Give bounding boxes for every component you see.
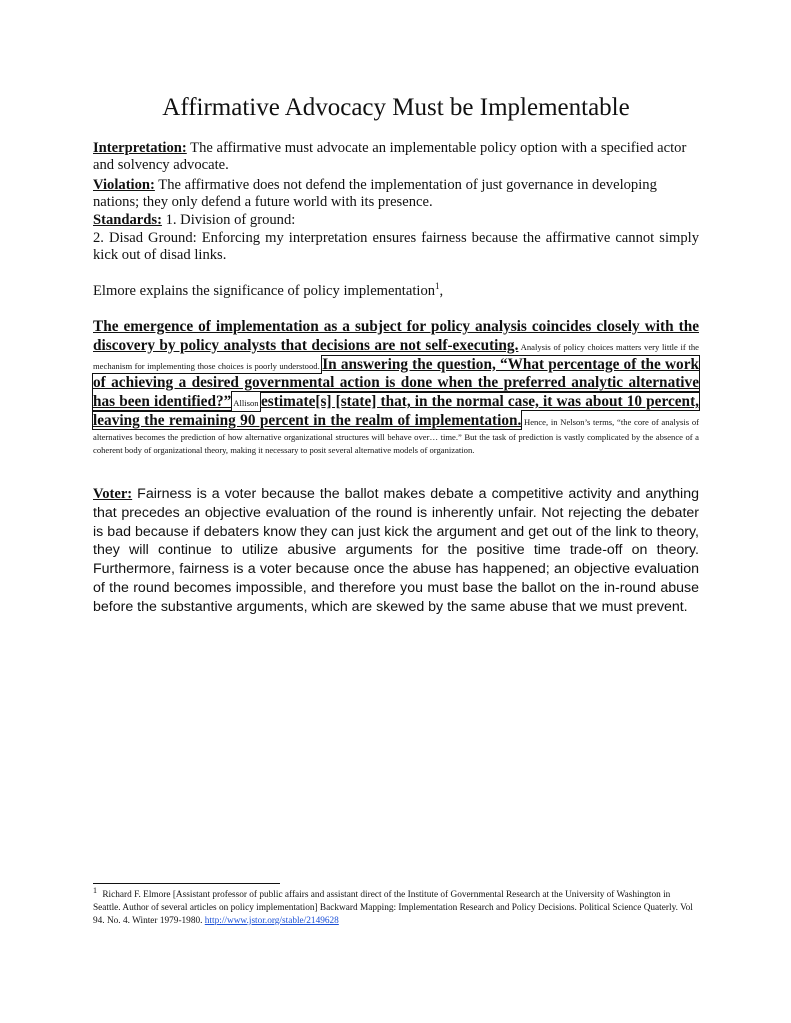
standards-item-1: 1. Division of ground: — [161, 212, 296, 228]
card-underlined-text-3: estimate[s] [state] that, in the normal case, it was about 10 percent, leaving the remaining 90 percent in the realm of implementation. — [93, 393, 699, 429]
evidence-card — [93, 318, 699, 456]
card-small-text-1: Analysis of policy choices matters very little if the mechanism for implementing those choices is poorly understood. — [93, 341, 699, 371]
footnote-text: Richard F. Elmore [Assistant professor of public affairs and assistant direct of the Institute of Governmental Research at the University of Washington in Seattle. Author of several articles on policy implementation] Backward Mapping: Implementation Research and Policy Decisions. Political Science Quaterly. Vol 94. No. 4. Winter 1979-1980. — [93, 890, 693, 926]
card-small-text-3: Hence, in Nelson’s terms, “the core of analysis of alternatives becomes the prediction of how alternative organizational structures will behave over… time.” But the task of prediction is vastly complicated by the absence of a coherent body of organizational theory, making it necessary to posit several alternative models of organization. — [93, 416, 699, 455]
intro-after: , — [439, 283, 444, 299]
footnote-divider — [93, 883, 280, 884]
footnote-number: 1 — [93, 885, 97, 895]
voter-text: Fairness is a voter because the ballot makes debate a competitive activity and anything that precedes an objective evaluation of the round is inherently unfair. Not rejecting the debater is bad because if debaters know they can just kick the argument and get out of the link to theory, they will continue to utilize abusive arguments for the positive time trade-off on theory. Furthermore, fairness is a voter because once the abuse has happened; an objective evaluation of the round becomes impossible, and therefore you must base the ballot on the in-round abuse before the substantive arguments, which are skewed by the same abuse that we must prevent. — [93, 486, 699, 615]
footnote — [93, 885, 699, 928]
interpretation-text: The affirmative must advocate an implementable policy option with a specified actor and solvency advocate. — [93, 140, 687, 174]
standards-item-2: 2. Disad Ground: Enforcing my interpretation ensures fairness because the affirmative cannot simply kick out of disad links. — [93, 230, 699, 264]
standards-paragraph — [93, 212, 699, 229]
intro-text: Elmore explains the significance of policy implementation — [93, 283, 436, 299]
violation-label: Violation: — [93, 177, 155, 193]
voter-label: Voter: — [93, 486, 133, 502]
intro-paragraph — [93, 283, 699, 300]
voter-paragraph — [93, 485, 699, 617]
violation-paragraph — [93, 177, 699, 211]
footnote-reference: 1 — [435, 281, 440, 292]
card-underlined-text-1: The emergence of implementation as a subject for policy analysis coincides closely with the discovery by policy analysts that decisions are not self-executing. — [93, 318, 699, 354]
card-underlined-text-2: In answering the question, “What percentage of the work of achieving a desired governmental action is done when the preferred analytic alternative has been identified?” — [93, 355, 699, 411]
interpretation-label: Interpretation: — [93, 140, 187, 156]
violation-text: The affirmative does not defend the implementation of just governance in developing nations; they only defend a future world with its presence. — [93, 177, 657, 211]
interpretation-paragraph — [93, 140, 699, 174]
card-small-text-2: Allison — [231, 398, 261, 409]
standards-label: Standards: — [93, 212, 162, 228]
footnote-link[interactable]: http://www.jstor.org/stable/2149628 — [204, 916, 339, 926]
page-title: Affirmative Advocacy Must be Implementable — [162, 94, 630, 121]
